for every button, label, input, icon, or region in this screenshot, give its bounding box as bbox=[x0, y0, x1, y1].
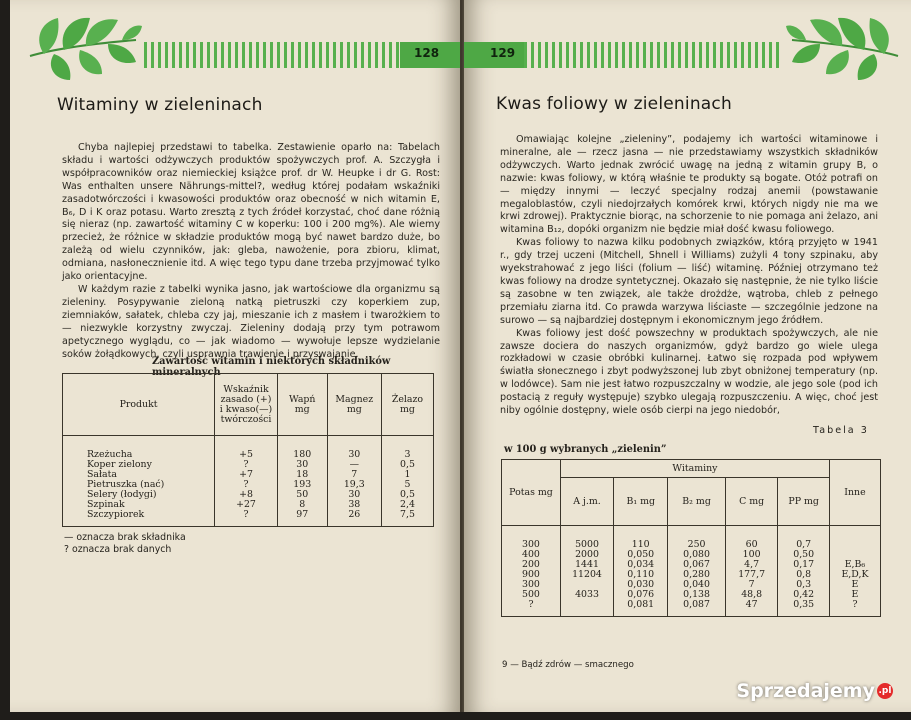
right-page bbox=[464, 0, 911, 712]
cell bbox=[560, 600, 613, 617]
cell: 8 bbox=[277, 500, 327, 510]
open-book bbox=[2, 0, 911, 720]
cell: 1 bbox=[381, 470, 433, 480]
cell: 0,5 bbox=[381, 460, 433, 470]
cell: +27 bbox=[215, 500, 278, 510]
table-caption: Zawartość witamin i niektórych składników mineralnych bbox=[152, 356, 391, 378]
cell: 500 bbox=[502, 590, 561, 600]
group-header: Witaminy bbox=[560, 460, 829, 478]
cell: 47 bbox=[725, 600, 778, 617]
col-header: Żelazo mg bbox=[381, 374, 433, 436]
cell: ? bbox=[215, 460, 278, 470]
minerals-table bbox=[62, 373, 434, 527]
cell: Pietruszka (nać) bbox=[63, 480, 215, 490]
page-number: 128 bbox=[414, 46, 440, 60]
cell: Szpinak bbox=[63, 500, 215, 510]
cell: 0,35 bbox=[778, 600, 829, 617]
cell: 7,5 bbox=[381, 510, 433, 527]
cell: +5 bbox=[215, 436, 278, 461]
col-header: A j.m. bbox=[560, 478, 613, 526]
watermark-text: Sprzedajemy bbox=[736, 680, 875, 702]
table-row bbox=[502, 526, 881, 551]
col-header: Wapń mg bbox=[277, 374, 327, 436]
cell: E,B₆ bbox=[829, 560, 880, 570]
cell: 180 bbox=[277, 436, 327, 461]
cell: 18 bbox=[277, 470, 327, 480]
cell: E bbox=[829, 580, 880, 590]
cell: 0,50 bbox=[778, 550, 829, 560]
col-header: Inne bbox=[829, 460, 880, 526]
cell: 3 bbox=[381, 436, 433, 461]
paragraph: W każdym razie z tabelki wynika jasno, jak wartościowe dla organizmu są zieleniny. Posypywanie zieloną natką pietruszki czy koperkiem zup, ziemniaków, sałatek, chleba czy jaj, mieszanie ich z masłem i twarożkiem to — niezwykle korzystny zwyczaj. Zieleniny dodają przy tym potrawom apetycznego wyglądu, co — jak wiadomo — wywołuje lepsze wydzielanie soków żołądkowych, czyli usprawnia trawienie i przyswajanie. bbox=[62, 283, 440, 360]
col-header: B₂ mg bbox=[668, 478, 725, 526]
cell: 0,3 bbox=[778, 580, 829, 590]
cell: 0,030 bbox=[614, 580, 668, 590]
table-number: Tabela 3 bbox=[813, 425, 869, 436]
col-header: Produkt bbox=[63, 374, 215, 436]
cell: 50 bbox=[277, 490, 327, 500]
cell: 0,42 bbox=[778, 590, 829, 600]
cell: 19,3 bbox=[327, 480, 381, 490]
cell: 0,8 bbox=[778, 570, 829, 580]
cell: 0,17 bbox=[778, 560, 829, 570]
cell: 4033 bbox=[560, 590, 613, 600]
cell: 7 bbox=[725, 580, 778, 590]
cell: 250 bbox=[668, 526, 725, 551]
cell: 0,087 bbox=[668, 600, 725, 617]
left-body-text bbox=[62, 142, 440, 361]
cell: 0,050 bbox=[614, 550, 668, 560]
cell: 0,280 bbox=[668, 570, 725, 580]
cell bbox=[829, 526, 880, 551]
col-header: PP mg bbox=[778, 478, 829, 526]
cell: 0,080 bbox=[668, 550, 725, 560]
table-row bbox=[502, 600, 881, 617]
cell: Rzeżucha bbox=[63, 436, 215, 461]
cell: 0,138 bbox=[668, 590, 725, 600]
cell: 38 bbox=[327, 500, 381, 510]
folate-table bbox=[501, 459, 881, 617]
cell: 0,076 bbox=[614, 590, 668, 600]
cell: 30 bbox=[277, 460, 327, 470]
cell: 200 bbox=[502, 560, 561, 570]
legend-item: ? oznacza brak danych bbox=[64, 544, 172, 555]
table-row bbox=[63, 436, 434, 461]
cell: 100 bbox=[725, 550, 778, 560]
right-body-text bbox=[500, 134, 878, 418]
cell: E,D,K bbox=[829, 570, 880, 580]
left-page bbox=[10, 0, 460, 712]
cell: Koper zielony bbox=[63, 460, 215, 470]
leaf-ornament-icon bbox=[24, 10, 142, 84]
col-header: Wskaźnik zasado (+) i kwaso(—) twórczości bbox=[215, 374, 278, 436]
cell: 97 bbox=[277, 510, 327, 527]
page-number: 129 bbox=[490, 46, 516, 60]
table-row bbox=[63, 510, 434, 527]
col-header: C mg bbox=[725, 478, 778, 526]
cell: 48,8 bbox=[725, 590, 778, 600]
cell: ? bbox=[215, 510, 278, 527]
watermark-logo[interactable] bbox=[736, 680, 893, 702]
page-title: Kwas foliowy w zieleninach bbox=[496, 94, 732, 114]
cell: — bbox=[327, 460, 381, 470]
cell: 900 bbox=[502, 570, 561, 580]
table-caption: w 100 g wybranych „zielenin” bbox=[504, 444, 667, 455]
cell: 0,110 bbox=[614, 570, 668, 580]
cell: ? bbox=[215, 480, 278, 490]
paragraph: Omawiając kolejne „zieleniny”, podajemy ich wartości witaminowe i mineralne, ale — rzecz jasna — nie przedstawiamy wszystkich składników odżywczych. Warto jednak zwrócić uwagę na jedną z witamin grupy B, o nazwie: kwas foliowy, w którą właśnie te produkty są bogate. Otóż potrafi on — między innymi — leczyć specjalny rodzaj anemii (powstawanie megaloblastów, czyli niedojrzałych komórek krwi, których nigdy nie ma we krwi zdrowej). Praktycznie biorąc, na schorzenie to nie pomaga ani żelazo, ani witamina B₁₂, dopóki organizm nie będzie miał dość kwasu foliowego. bbox=[500, 134, 878, 236]
cell: 30 bbox=[327, 490, 381, 500]
cell: 0,5 bbox=[381, 490, 433, 500]
col-header: Potas mg bbox=[502, 460, 561, 526]
col-header: Magnez mg bbox=[327, 374, 381, 436]
cell: 0,067 bbox=[668, 560, 725, 570]
paragraph: Kwas foliowy to nazwa kilku podobnych związków, którą przyjęto w 1941 r., gdy trzej uczeni (Mitchell, Shnell i Williams) zużyli 4 tony szpinaku, aby wyekstrahować z jego liści (folium — liść) witaminę. Później otrzymano też kwas foliowy na drodze syntetycznej. Okazało się następnie, że nie tylko liście są zasobne w ten związek, ale także drożdże, wątroba, chleb z pełnego przemiału ziarna itd. Co prawda warzywa liściaste — szczególnie jedzone na surowo — są najbardziej dostępnym i ekonomicznym jego źródłem. bbox=[500, 237, 878, 326]
cell: 11204 bbox=[560, 570, 613, 580]
cell: 30 bbox=[327, 436, 381, 461]
cell: 400 bbox=[502, 550, 561, 560]
cell: E bbox=[829, 590, 880, 600]
leaf-ornament-icon bbox=[786, 10, 904, 84]
cell: 0,7 bbox=[778, 526, 829, 551]
paragraph: Chyba najlepiej przedstawi to tabelka. Zestawienie oparło na: Tabelach składu i wartości odżywczych produktów spożywczych prof. A. Szczygła i współpracowników oraz niemieckiej książce prof. dr W. Heupke i dr G. Rost: Was enthalten unsere Nährungs-mittel?, według której podałam wskaźniki zasadotwórczości i kwasowości produktów oraz obecność w nich witamin E, B₆, D i K oraz potasu. Warto zresztą z tych źródeł korzystać, choć dane różnią się nieraz (np. zawartość witaminy C w koperku: 100 i 200 mg%). Ale wiemy przecież, że różnice w składzie produktów mogą być nawet bardzo duże, bo zależą od wielu czynników, jak: gleba, nawożenie, pora zbioru, klimat, odmiana, nasłonecznienie itd. A więc tego typu dane trzeba przyjmować tylko jako orientacyjne. bbox=[62, 142, 440, 283]
cell: +8 bbox=[215, 490, 278, 500]
cell: 193 bbox=[277, 480, 327, 490]
page-title: Witaminy w zieleninach bbox=[57, 95, 263, 115]
cell: 110 bbox=[614, 526, 668, 551]
cell: 5 bbox=[381, 480, 433, 490]
cell: Selery (łodygi) bbox=[63, 490, 215, 500]
page-header-band bbox=[464, 42, 784, 68]
page-footer: 9 — Bądź zdrów — smacznego bbox=[502, 660, 634, 670]
cell: +7 bbox=[215, 470, 278, 480]
cell: Szczypiorek bbox=[63, 510, 215, 527]
cell: 60 bbox=[725, 526, 778, 551]
table-legend bbox=[64, 532, 186, 556]
paragraph: Kwas foliowy jest dość powszechny w produktach spożywczych, ale nie zawsze dociera do naszych organizmów, gdyż bardzo go wiele ulega rozkładowi w czasie obróbki kulinarnej. Łatwo się rozpada pod wpływem światła słonecznego i zbyt podwyższonej lub zbyt obniżonej temperatury (np. w lodówce). Sam nie jest łatwo rozpuszczalny w wodzie, ale jego sole (pod ich postacią z reguły występuje) szybko ulegają rozpuszczeniu. A więc, choć jest niby ogólnie dostępny, wiele osób cierpi na jego niedobór, bbox=[500, 327, 878, 417]
col-header: B₁ mg bbox=[614, 478, 668, 526]
cell: 1441 bbox=[560, 560, 613, 570]
cell: 26 bbox=[327, 510, 381, 527]
cell: 0,081 bbox=[614, 600, 668, 617]
cell: 2000 bbox=[560, 550, 613, 560]
cell: Sałata bbox=[63, 470, 215, 480]
cell: ? bbox=[502, 600, 561, 617]
watermark-suffix: .pl bbox=[877, 683, 893, 699]
cell: 300 bbox=[502, 526, 561, 551]
cell: 2,4 bbox=[381, 500, 433, 510]
legend-item: — oznacza brak składnika bbox=[64, 532, 186, 543]
cell: 0,034 bbox=[614, 560, 668, 570]
cell: 4,7 bbox=[725, 560, 778, 570]
cell: 0,040 bbox=[668, 580, 725, 590]
cell: ? bbox=[829, 600, 880, 617]
page-header-band bbox=[144, 42, 460, 68]
cell: 5000 bbox=[560, 526, 613, 551]
cell: 7 bbox=[327, 470, 381, 480]
cell: 177,7 bbox=[725, 570, 778, 580]
cell: 300 bbox=[502, 580, 561, 590]
